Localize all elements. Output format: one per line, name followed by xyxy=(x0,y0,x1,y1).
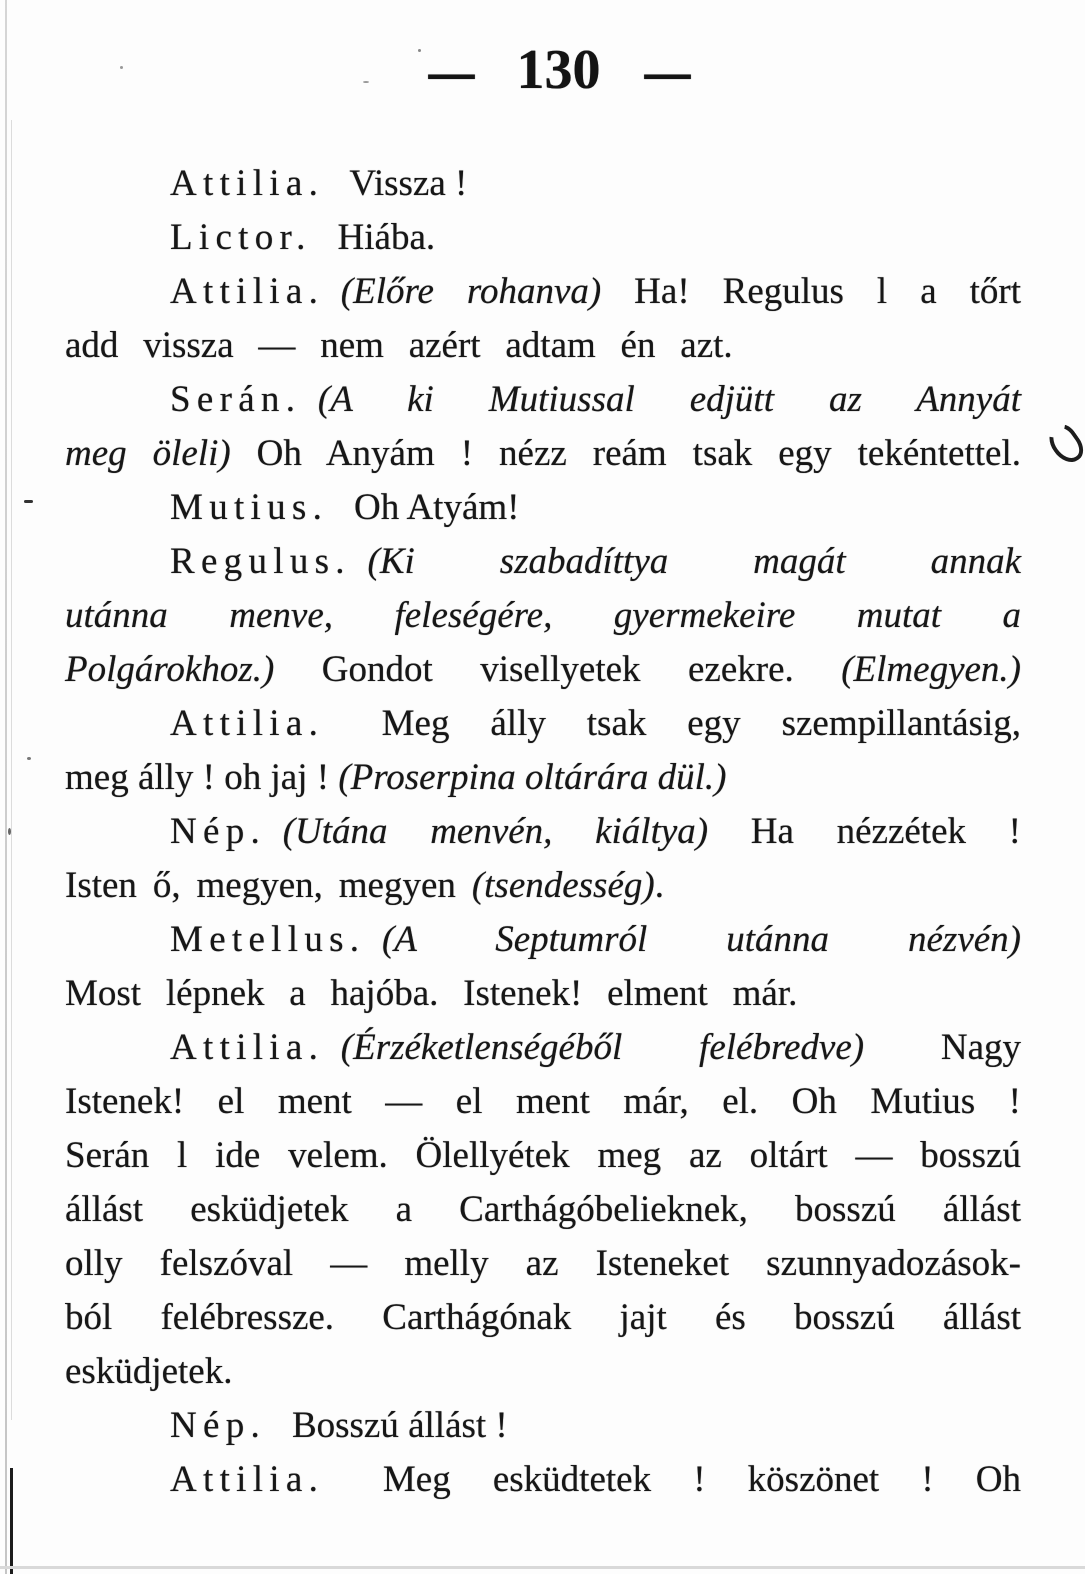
header-dash-right: — xyxy=(644,34,689,106)
scan-edge-dark-segment xyxy=(10,1468,13,1574)
scan-edge-line xyxy=(11,120,12,1420)
dialogue-text: állást esküdjetek a Carthágóbelieknek, bosszú állást xyxy=(65,1189,1021,1230)
scan-bottom-edge xyxy=(0,1566,1085,1569)
text-line xyxy=(65,319,1021,373)
text-line xyxy=(65,427,1021,481)
text-line xyxy=(65,859,1021,913)
text-line xyxy=(65,643,1021,697)
stage-direction: (tsendesség) xyxy=(471,865,655,906)
scan-edge-line xyxy=(5,0,7,1574)
page-number-header xyxy=(16,34,1085,106)
speaker-name: Regulus. xyxy=(170,541,351,582)
speaker-name: Attilia. xyxy=(170,163,325,204)
text-line xyxy=(65,481,1021,535)
dialogue-text: . xyxy=(654,865,664,906)
speaker-name: Metellus. xyxy=(170,919,366,960)
stage-direction: meg öleli) xyxy=(65,433,231,474)
text-line xyxy=(65,967,1021,1021)
dialogue-text: Bosszú állást ! xyxy=(282,1405,508,1446)
dialogue-text: Most lépnek a hajóba. Istenek! elment már. xyxy=(65,973,798,1014)
text-line xyxy=(65,535,1021,589)
stage-direction: (Proserpina oltárára dül.) xyxy=(338,757,727,798)
dialogue-text: Ha nézzétek ! xyxy=(708,811,1021,852)
dialogue-text: add vissza — nem azért adtam én azt. xyxy=(65,325,733,366)
text-line xyxy=(65,373,1021,427)
dialogue-text: esküdjetek. xyxy=(65,1351,233,1392)
speaker-name: Nép. xyxy=(170,1405,267,1446)
dialogue-text: Meg álly tsak egy szempillantásig, xyxy=(340,703,1021,744)
text-line xyxy=(65,1075,1021,1129)
speaker-name: Attilia. xyxy=(170,703,325,744)
dialogue-text: Isten ő, megyen, megyen xyxy=(65,865,472,906)
stage-direction: Polgárokhoz.) xyxy=(65,649,275,690)
speaker-name: Nép. xyxy=(170,811,267,852)
dialogue-text: ból felébressze. Carthágónak jajt és bosszú állást xyxy=(65,1297,1021,1338)
text-line xyxy=(65,1183,1021,1237)
dialogue-text: Oh Atyám! xyxy=(344,487,520,528)
dialogue-text: olly felszóval — melly az Isteneket szunnyadozások- xyxy=(65,1243,1021,1284)
stage-direction: utánna menve, feleségére, gyermekeire mutat a xyxy=(65,595,1021,636)
scan-speck xyxy=(418,49,421,52)
scan-speck xyxy=(24,500,33,503)
speaker-name: Lictor. xyxy=(170,217,312,258)
dialogue-text: Istenek! el ment — el ment már, el. Oh Mutius ! xyxy=(65,1081,1021,1122)
text-line xyxy=(65,211,1021,265)
header-dash-left: — xyxy=(428,34,473,106)
text-line xyxy=(65,1237,1021,1291)
speaker-name: Attilia. xyxy=(170,271,325,312)
speaker-name: Mutius. xyxy=(170,487,329,528)
stage-direction: (Elmegyen.) xyxy=(841,649,1021,690)
scan-speck xyxy=(27,757,31,760)
ink-mark xyxy=(1043,420,1085,469)
page-number: 130 xyxy=(516,39,601,101)
text-line xyxy=(65,1021,1021,1075)
text-line xyxy=(65,1129,1021,1183)
stage-direction: (Ki szabadíttya magát annak xyxy=(367,541,1021,582)
text-line xyxy=(65,1399,1021,1453)
speaker-name: Serán. xyxy=(170,379,302,420)
stage-direction: (A Septumról utánna nézvén) xyxy=(381,919,1021,960)
text-line xyxy=(65,751,1021,805)
stage-direction: (Érzéketlenségéből felébredve) xyxy=(340,1027,865,1068)
text-line xyxy=(65,157,1021,211)
dialogue-text: Oh Anyám ! nézz reám tsak egy tekéntettel. xyxy=(230,433,1021,474)
stage-direction: (A ki Mutiussal edjütt az Annyát xyxy=(317,379,1021,420)
text-line xyxy=(65,265,1021,319)
scan-speck xyxy=(363,81,369,83)
text-line xyxy=(65,1453,1021,1507)
stage-direction: (Előre rohanva) xyxy=(340,271,602,312)
text-line xyxy=(65,697,1021,751)
scan-speck xyxy=(8,828,11,835)
text-line xyxy=(65,589,1021,643)
scan-speck xyxy=(120,66,123,69)
text-line xyxy=(65,805,1021,859)
play-text-block xyxy=(65,157,1021,1507)
dialogue-text: Vissza ! xyxy=(340,163,468,204)
dialogue-text: Serán l ide velem. Ölellyétek meg az oltárt — bosszú xyxy=(65,1135,1021,1176)
dialogue-text: Ha! Regulus l a tőrt xyxy=(601,271,1022,312)
stage-direction: (Utána menvén, kiáltya) xyxy=(282,811,709,852)
speaker-name: Attilia. xyxy=(170,1027,325,1068)
dialogue-text: Meg esküdtetek ! köszönet ! Oh xyxy=(340,1459,1021,1500)
dialogue-text: Hiába. xyxy=(328,217,436,258)
dialogue-text: Nagy xyxy=(864,1027,1021,1068)
text-line xyxy=(65,1291,1021,1345)
speaker-name: Attilia. xyxy=(170,1459,325,1500)
dialogue-text: Gondot visellyetek ezekre. xyxy=(274,649,842,690)
dialogue-text: meg álly ! oh jaj ! xyxy=(65,757,339,798)
text-line xyxy=(65,913,1021,967)
text-line xyxy=(65,1345,1021,1399)
